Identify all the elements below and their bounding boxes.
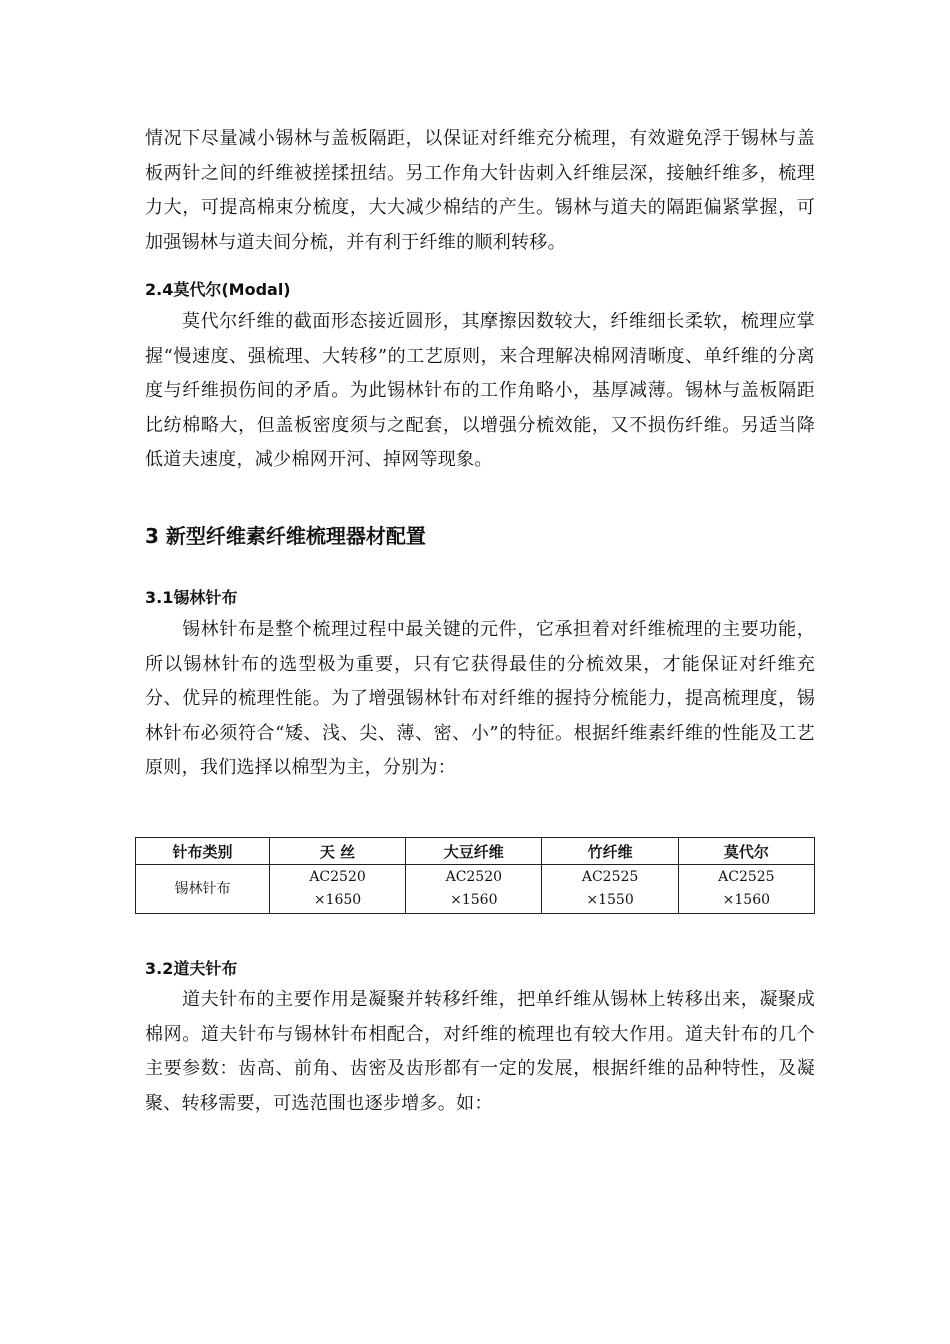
table-cell-bamboo [542,865,678,914]
table-cell-soybean [406,865,542,914]
cell-model: AC2525 [718,869,775,885]
cell-model: AC2520 [445,869,503,885]
column-header-bamboo-fiber: 竹纤维 [542,838,678,865]
heading-3-carding-equipment: 3 新型纤维素纤维梳理器材配置 [145,524,426,548]
table-row [136,865,815,914]
paragraph-cylinder-wire: 锡林针布是整个梳理过程中最关键的元件，它承担着对纤维梳理的主要功能，所以锡林针布的选型极为重要，只有它获得最佳的分梳效果，才能保证对纤维充分、优异的梳理性能。为了增强锡林针布对纤维的握持分梳能力，提高梳理度，锡林针布必须符合“矮、浅、尖、薄、密、小”的特征。根据纤维素纤维的性能及工艺原则，我们选择以棉型为主，分别为： [145,619,815,778]
column-header-modal: 莫代尔 [678,838,814,865]
heading-2-4-modal: 2.4莫代尔(Modal) [145,280,291,299]
heading-3-1-cylinder-wire: 3.1锡林针布 [145,588,238,607]
cell-model: AC2525 [581,869,639,885]
column-header-wire-type: 针布类别 [136,838,270,865]
table-header-row [136,838,815,865]
column-header-tencel: 天 丝 [269,838,405,865]
cell-spec: ×1560 [450,892,498,908]
table-cell-modal [678,865,814,914]
cell-spec: ×1560 [722,892,771,908]
paragraph-doffer-wire: 道夫针布的主要作用是凝聚并转移纤维，把单纤维从锡林上转移出来，凝聚成棉网。道夫针布与锡林针布相配合，对纤维的梳理也有较大作用。道夫针布的几个主要参数：齿高、前角、齿密及齿形都有一定的发展，根据纤维的品种特性，及凝聚、转移需要，可选范围也逐步增多。如： [145,989,815,1114]
cell-spec: ×1550 [586,892,634,908]
column-header-soybean-fiber: 大豆纤维 [406,838,542,865]
cell-spec: ×1650 [313,892,362,908]
row-label-cylinder-wire: 锡林针布 [136,865,270,914]
cell-model: AC2520 [309,869,366,885]
cylinder-wire-table [135,837,815,914]
table-cell-tencel [269,865,405,914]
paragraph-modal: 莫代尔纤维的截面形态接近圆形，其摩擦因数较大，纤维细长柔软，梳理应掌握“慢速度、强梳理、大转移”的工艺原则，来合理解决棉网清晰度、单纤维的分离度与纤维损伤间的矛盾。为此锡林针布的工作角略小，基厚减薄。锡林与盖板隔距比纺棉略大，但盖板密度须与之配套，以增强分梳效能，又不损伤纤维。另适当降低道夫速度，减少棉网开河、掉网等现象。 [145,311,815,470]
paragraph-carding-gauge: 情况下尽量减小锡林与盖板隔距，以保证对纤维充分梳理，有效避免浮于锡林与盖板两针之间的纤维被搓揉扭结。另工作角大针齿刺入纤维层深，接触纤维多，梳理力大，可提高棉束分梳度，大大减少棉结的产生。锡林与道夫的隔距偏紧掌握，可加强锡林与道夫间分梳，并有利于纤维的顺利转移。 [145,128,815,253]
heading-3-2-doffer-wire: 3.2道夫针布 [145,959,238,978]
